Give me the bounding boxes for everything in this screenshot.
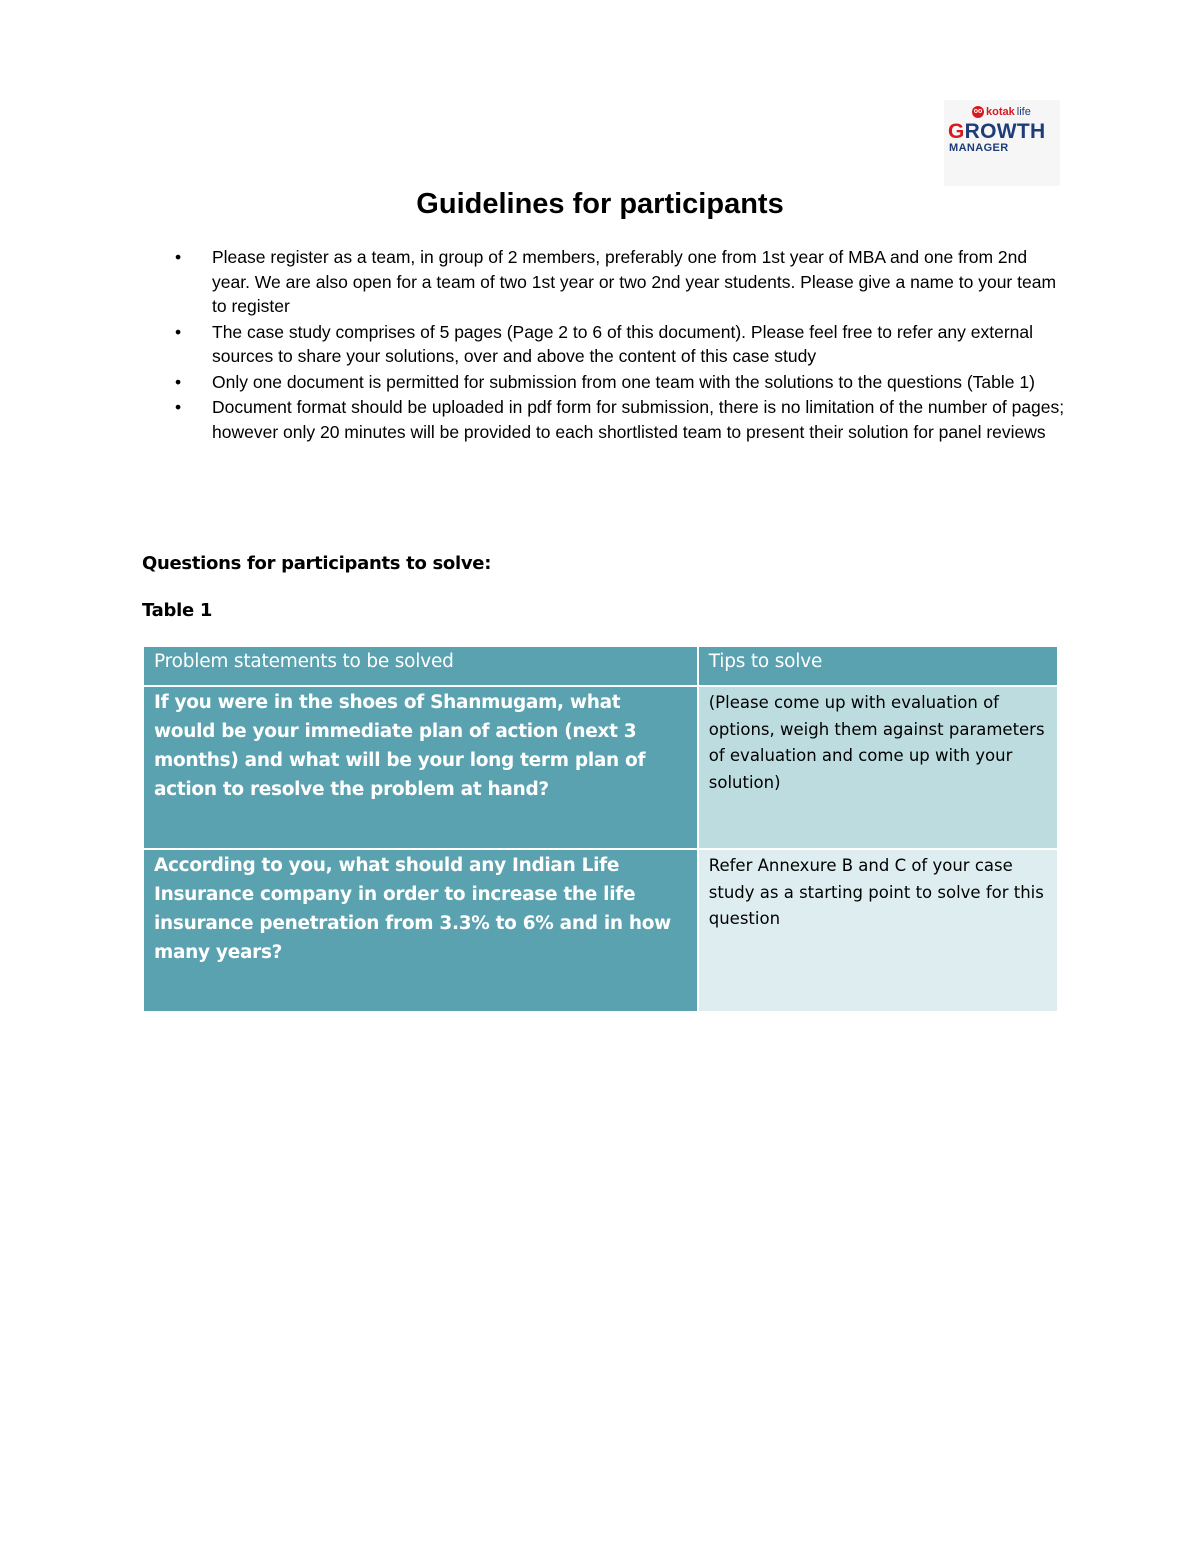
guideline-text: Document format should be uploaded in pdf form for submission, there is no limitation of the number of pages; however only 20 minutes will be provided to each shortlisted team to present their solution for panel reviews xyxy=(212,397,1065,442)
kotak-dot-icon: oo xyxy=(972,106,984,118)
header-problem: Problem statements to be solved xyxy=(143,646,698,686)
table-row xyxy=(143,686,1058,849)
tip-cell: (Please come up with evaluation of options, weigh them against parameters of evaluation and come up with your solution) xyxy=(698,686,1058,849)
bullet-icon: • xyxy=(175,397,182,417)
guideline-text: The case study comprises of 5 pages (Page 2 to 6 of this document). Please feel free to refer any external sources to share your solutions, over and above the content of this case study xyxy=(212,321,1033,366)
list-item xyxy=(170,320,1065,369)
logo-brand-line xyxy=(972,106,1031,118)
logo-mark-rest: ROWTH xyxy=(964,120,1046,143)
guideline-text: Only one document is permitted for submission from one team with the solutions to the questions (Table 1) xyxy=(212,371,1035,392)
table-row xyxy=(143,849,1058,1012)
problem-cell: If you were in the shoes of Shanmugam, what would be your immediate plan of action (next 3 months) and what will be your long term plan of action to resolve the problem at hand? xyxy=(143,686,698,849)
logo-brand-suffix: life xyxy=(1016,106,1031,118)
bullet-icon: • xyxy=(175,371,182,392)
logo-brand: kotak xyxy=(986,106,1015,118)
questions-heading: Questions for participants to solve: xyxy=(142,553,492,574)
table-header-row xyxy=(143,646,1058,686)
logo-mark xyxy=(948,120,1045,144)
tip-cell: Refer Annexure B and C of your case study as a starting point to solve for this question xyxy=(698,849,1058,1012)
table-label: Table 1 xyxy=(142,600,213,621)
list-item xyxy=(170,370,1065,395)
problem-cell: According to you, what should any Indian Life Insurance company in order to increase the life insurance penetration from 3.3% to 6% and in how many years? xyxy=(143,849,698,1012)
page-title: Guidelines for participants xyxy=(416,188,784,220)
guideline-text: Please register as a team, in group of 2 members, preferably one from 1st year of MBA and one from 2nd year. We are also open for a team of two 1st year or two 2nd year students. Please give a name to your team to register xyxy=(212,247,1057,316)
list-item xyxy=(170,395,1065,444)
logo-sub: MANAGER xyxy=(949,142,1009,154)
header-tips: Tips to solve xyxy=(698,646,1058,686)
bullet-icon: • xyxy=(175,247,182,267)
questions-table xyxy=(142,645,1059,1013)
guidelines-list xyxy=(170,245,1065,445)
bullet-icon: • xyxy=(175,321,182,342)
list-item xyxy=(170,245,1065,319)
kotak-growth-manager-logo xyxy=(944,100,1060,186)
logo-mark-first: G xyxy=(948,120,965,143)
